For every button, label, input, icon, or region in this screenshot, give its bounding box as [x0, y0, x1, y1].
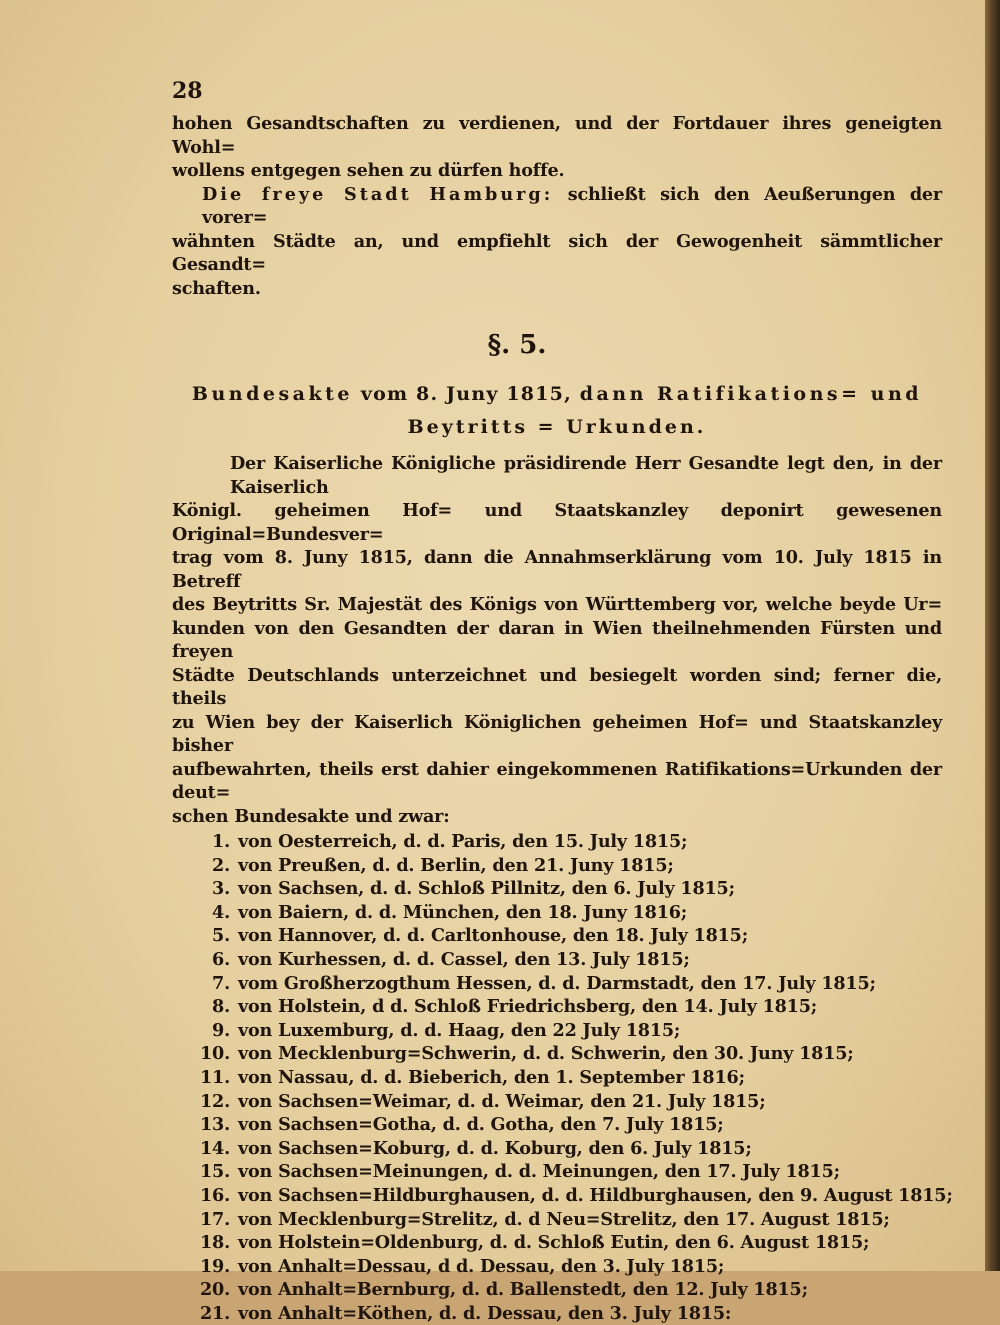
list-item: [172, 1113, 942, 1137]
text-line: schaften.: [172, 277, 261, 299]
text-line: schen Bundesakte und zwar:: [172, 805, 450, 827]
city-name: Die freye Stadt Hamburg:: [202, 183, 554, 205]
list-number: 10.: [199, 1043, 230, 1065]
list-item: [172, 1184, 953, 1208]
list-item: [172, 1090, 942, 1114]
list-item: [172, 924, 942, 948]
ratification-list: [172, 830, 953, 1325]
list-number: 4.: [212, 901, 230, 923]
list-item: [172, 995, 942, 1019]
list-item: [172, 854, 942, 878]
list-text: von Sachsen, d. d. Schloß Pillnitz, den 6. July 1815;: [238, 878, 735, 900]
list-text: von Oesterreich, d. d. Paris, den 15. July 1815;: [238, 831, 688, 852]
text-line: Der Kaiserliche Königliche präsidirende Herr Gesandte legt den, in der Kaiserlich: [230, 453, 942, 498]
list-text: von Anhalt=Dessau, d d. Dessau, den 3. July 1815;: [238, 1255, 725, 1277]
list-number: 2.: [212, 854, 230, 876]
title-fragment: dann Ratifikations= und: [579, 383, 923, 405]
list-item: [172, 1160, 942, 1184]
page-text: [172, 78, 953, 1325]
title-fragment: vom 8. Juny 1815,: [353, 383, 580, 405]
list-item: [172, 901, 942, 925]
list-text: von Nassau, d. d. Bieberich, den 1. September 1816;: [238, 1066, 745, 1088]
list-item: [172, 1231, 942, 1255]
list-number: 19.: [199, 1255, 230, 1277]
list-text: von Mecklenburg=Strelitz, d. d Neu=Strelitz, den 17. August 1815;: [238, 1208, 890, 1230]
list-number: 21.: [199, 1302, 230, 1324]
text-line: Königl. geheimen Hof= und Staatskanzley deponirt gewesenen Original=Bundesver=: [172, 500, 942, 545]
list-item: [172, 877, 942, 901]
list-text: vom Großherzogthum Hessen, d. d. Darmstadt, den 17. July 1815;: [238, 972, 876, 994]
list-item: [172, 1066, 942, 1090]
text-line: [172, 183, 942, 230]
list-number: 17.: [199, 1208, 230, 1230]
page-binding-edge: [985, 0, 1000, 1271]
section-title-line: [172, 378, 942, 411]
list-text: von Sachsen=Koburg, d. d. Koburg, den 6. July 1815;: [238, 1137, 752, 1159]
list-text: von Kurhessen, d. d. Cassel, den 13. July 1815;: [238, 948, 690, 970]
list-text: von Hannover, d. d. Carltonhouse, den 18. July 1815;: [238, 925, 749, 947]
list-item: [172, 1019, 942, 1043]
list-text: von Sachsen=Meinungen, d. d. Meinungen, den 17. July 1815;: [238, 1161, 840, 1183]
page-number: 28: [172, 78, 203, 104]
list-number: 14.: [199, 1137, 230, 1159]
list-number: 5.: [212, 925, 230, 947]
top-paragraph: [172, 112, 942, 300]
list-item: [172, 948, 942, 972]
list-text: von Mecklenburg=Schwerin, d. d. Schwerin, den 30. Juny 1815;: [238, 1043, 854, 1065]
list-number: 3.: [212, 878, 230, 900]
list-number: 11.: [199, 1066, 230, 1088]
list-number: 13.: [199, 1114, 230, 1136]
list-number: 1.: [212, 831, 230, 852]
list-number: 12.: [199, 1090, 230, 1112]
list-item: [172, 1302, 942, 1325]
list-item: [172, 972, 942, 996]
list-number: 6.: [212, 948, 230, 970]
list-number: 15.: [199, 1161, 230, 1183]
title-fragment: Bundesakte: [191, 383, 354, 405]
list-text: von Anhalt=Bernburg, d. d. Ballenstedt, den 12. July 1815;: [238, 1279, 808, 1301]
list-item: [172, 1278, 942, 1302]
list-number: 7.: [212, 972, 230, 994]
list-item: [172, 1042, 942, 1066]
list-item: [172, 1255, 942, 1279]
text-line: des Beytritts Sr. Majestät des Königs von Württemberg vor, welche beyde Ur=: [172, 594, 942, 615]
list-text: von Preußen, d. d. Berlin, den 21. Juny 1815;: [238, 854, 674, 876]
list-text: von Sachsen=Gotha, d. d. Gotha, den 7. July 1815;: [238, 1114, 724, 1136]
text-line: zu Wien bey der Kaiserlich Königlichen geheimen Hof= und Staatskanzley bisher: [172, 711, 942, 756]
list-text: von Baiern, d. d. München, den 18. Juny 1816;: [238, 901, 688, 923]
list-item: [172, 1137, 942, 1161]
list-item: [172, 1208, 942, 1232]
text-line: Städte Deutschlands unterzeichnet und besiegelt worden sind; ferner die, theils: [172, 664, 942, 709]
list-text: von Luxemburg, d. d. Haag, den 22 July 1815;: [238, 1019, 681, 1041]
list-item: [172, 830, 942, 854]
text-line: wollens entgegen sehen zu dürfen hoffe.: [172, 160, 565, 181]
list-number: 8.: [212, 996, 230, 1018]
body-paragraph: [172, 452, 942, 828]
list-text: von Holstein=Oldenburg, d. d. Schloß Eutin, den 6. August 1815;: [238, 1232, 870, 1254]
text-line: trag vom 8. Juny 1815, dann die Annahmserklärung vom 10. July 1815 in Betreff: [172, 547, 942, 592]
list-number: 9.: [212, 1019, 230, 1041]
list-text: von Sachsen=Hildburghausen, d. d. Hildburghausen, den 9. August 1815;: [238, 1184, 953, 1206]
list-number: 16.: [199, 1184, 230, 1206]
text-line: aufbewahrten, theils erst dahier eingekommenen Ratifikations=Urkunden der deut=: [172, 758, 942, 803]
list-text: von Anhalt=Köthen, d. d. Dessau, den 3. July 1815:: [238, 1302, 732, 1324]
section-heading: §. 5.: [487, 330, 547, 360]
list-number: 20.: [199, 1279, 230, 1301]
list-text: von Sachsen=Weimar, d. d. Weimar, den 21. July 1815;: [238, 1090, 766, 1112]
list-number: 18.: [199, 1232, 230, 1254]
section-title-line: Beytritts = Urkunden.: [407, 416, 707, 438]
list-text: von Holstein, d d. Schloß Friedrichsberg, den 14. July 1815;: [238, 996, 818, 1018]
text-line: kunden von den Gesandten der daran in Wien theilnehmenden Fürsten und freyen: [172, 617, 942, 662]
text-fragment: schließt sich den Aeußerungen der vorer=: [202, 183, 942, 228]
text-line: wähnten Städte an, und empfiehlt sich der Gewogenheit sämmtlicher Gesandt=: [172, 230, 942, 275]
text-line: hohen Gesandtschaften zu verdienen, und der Fortdauer ihres geneigten Wohl=: [172, 113, 942, 158]
section-title: [172, 378, 942, 444]
